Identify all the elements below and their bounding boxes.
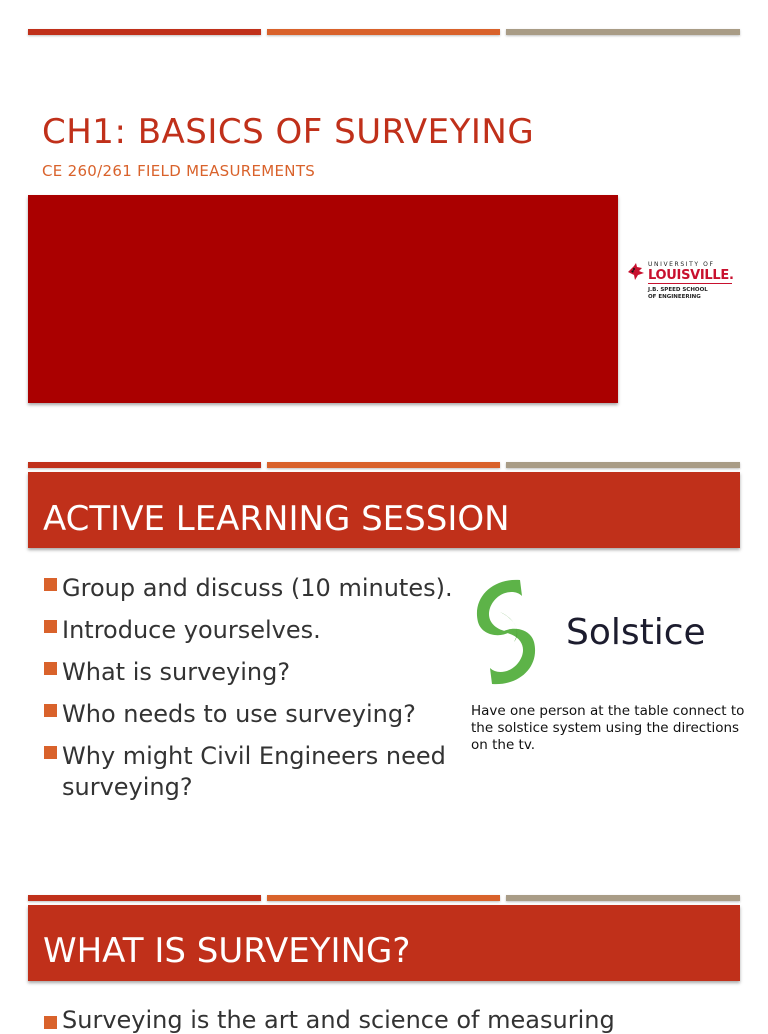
bullet-square-icon	[44, 1016, 57, 1029]
bullet-text: Who needs to use surveying?	[62, 700, 416, 728]
accent-stripe-red	[28, 29, 261, 35]
cardinal-bird-icon	[626, 263, 646, 281]
bullet-square-icon	[44, 620, 57, 633]
bullet-item	[44, 657, 464, 688]
banner-title: ACTIVE LEARNING SESSION	[43, 499, 510, 539]
bullet-item	[44, 615, 464, 646]
bullet-text: Why might Civil Engineers need surveying?	[62, 742, 446, 801]
logo-line-louisville: LOUISVILLE.	[648, 268, 734, 283]
bullet-square-icon	[44, 704, 57, 717]
slide-subtitle: CE 260/261 FIELD MEASUREMENTS	[42, 162, 316, 180]
bullet-item	[44, 1006, 615, 1034]
logo-line-university: UNIVERSITY OF	[648, 261, 715, 268]
logo-line-engineering: OF ENGINEERING	[648, 294, 701, 300]
logo-line-speed: J.B. SPEED SCHOOL	[648, 287, 708, 293]
title-image-block	[28, 195, 618, 403]
accent-stripe-tan	[506, 462, 740, 468]
bullet-text: What is surveying?	[62, 658, 291, 686]
slide-title: CH1: BASICS OF SURVEYING	[42, 112, 535, 152]
accent-stripe-orange	[267, 895, 500, 901]
solstice-s-icon	[470, 578, 542, 686]
logo-rule	[648, 283, 732, 284]
accent-stripe-red	[28, 895, 261, 901]
instruction-note: Have one person at the table connect to the solstice system using the directions on the tv.	[471, 703, 745, 753]
bullet-text: Group and discuss (10 minutes).	[62, 574, 453, 602]
bullet-square-icon	[44, 578, 57, 591]
bullet-item	[44, 573, 464, 604]
bullet-item	[44, 699, 464, 730]
solstice-wordmark: Solstice	[566, 612, 706, 653]
accent-stripe-red	[28, 462, 261, 468]
bullet-square-icon	[44, 662, 57, 675]
banner-title: WHAT IS SURVEYING?	[43, 931, 411, 971]
solstice-logo	[470, 578, 740, 686]
section-banner	[28, 905, 740, 981]
bullet-item	[44, 741, 464, 803]
university-logo	[626, 261, 732, 305]
accent-stripe-tan	[506, 29, 740, 35]
bullet-list	[44, 573, 464, 814]
accent-stripe-tan	[506, 895, 740, 901]
section-banner	[28, 472, 740, 548]
accent-stripe-orange	[267, 462, 500, 468]
bullet-square-icon	[44, 746, 57, 759]
bullet-text: Introduce yourselves.	[62, 616, 321, 644]
accent-stripe-orange	[267, 29, 500, 35]
logo-school-text	[648, 287, 708, 301]
bullet-text: Surveying is the art and science of measuring	[62, 1006, 615, 1034]
